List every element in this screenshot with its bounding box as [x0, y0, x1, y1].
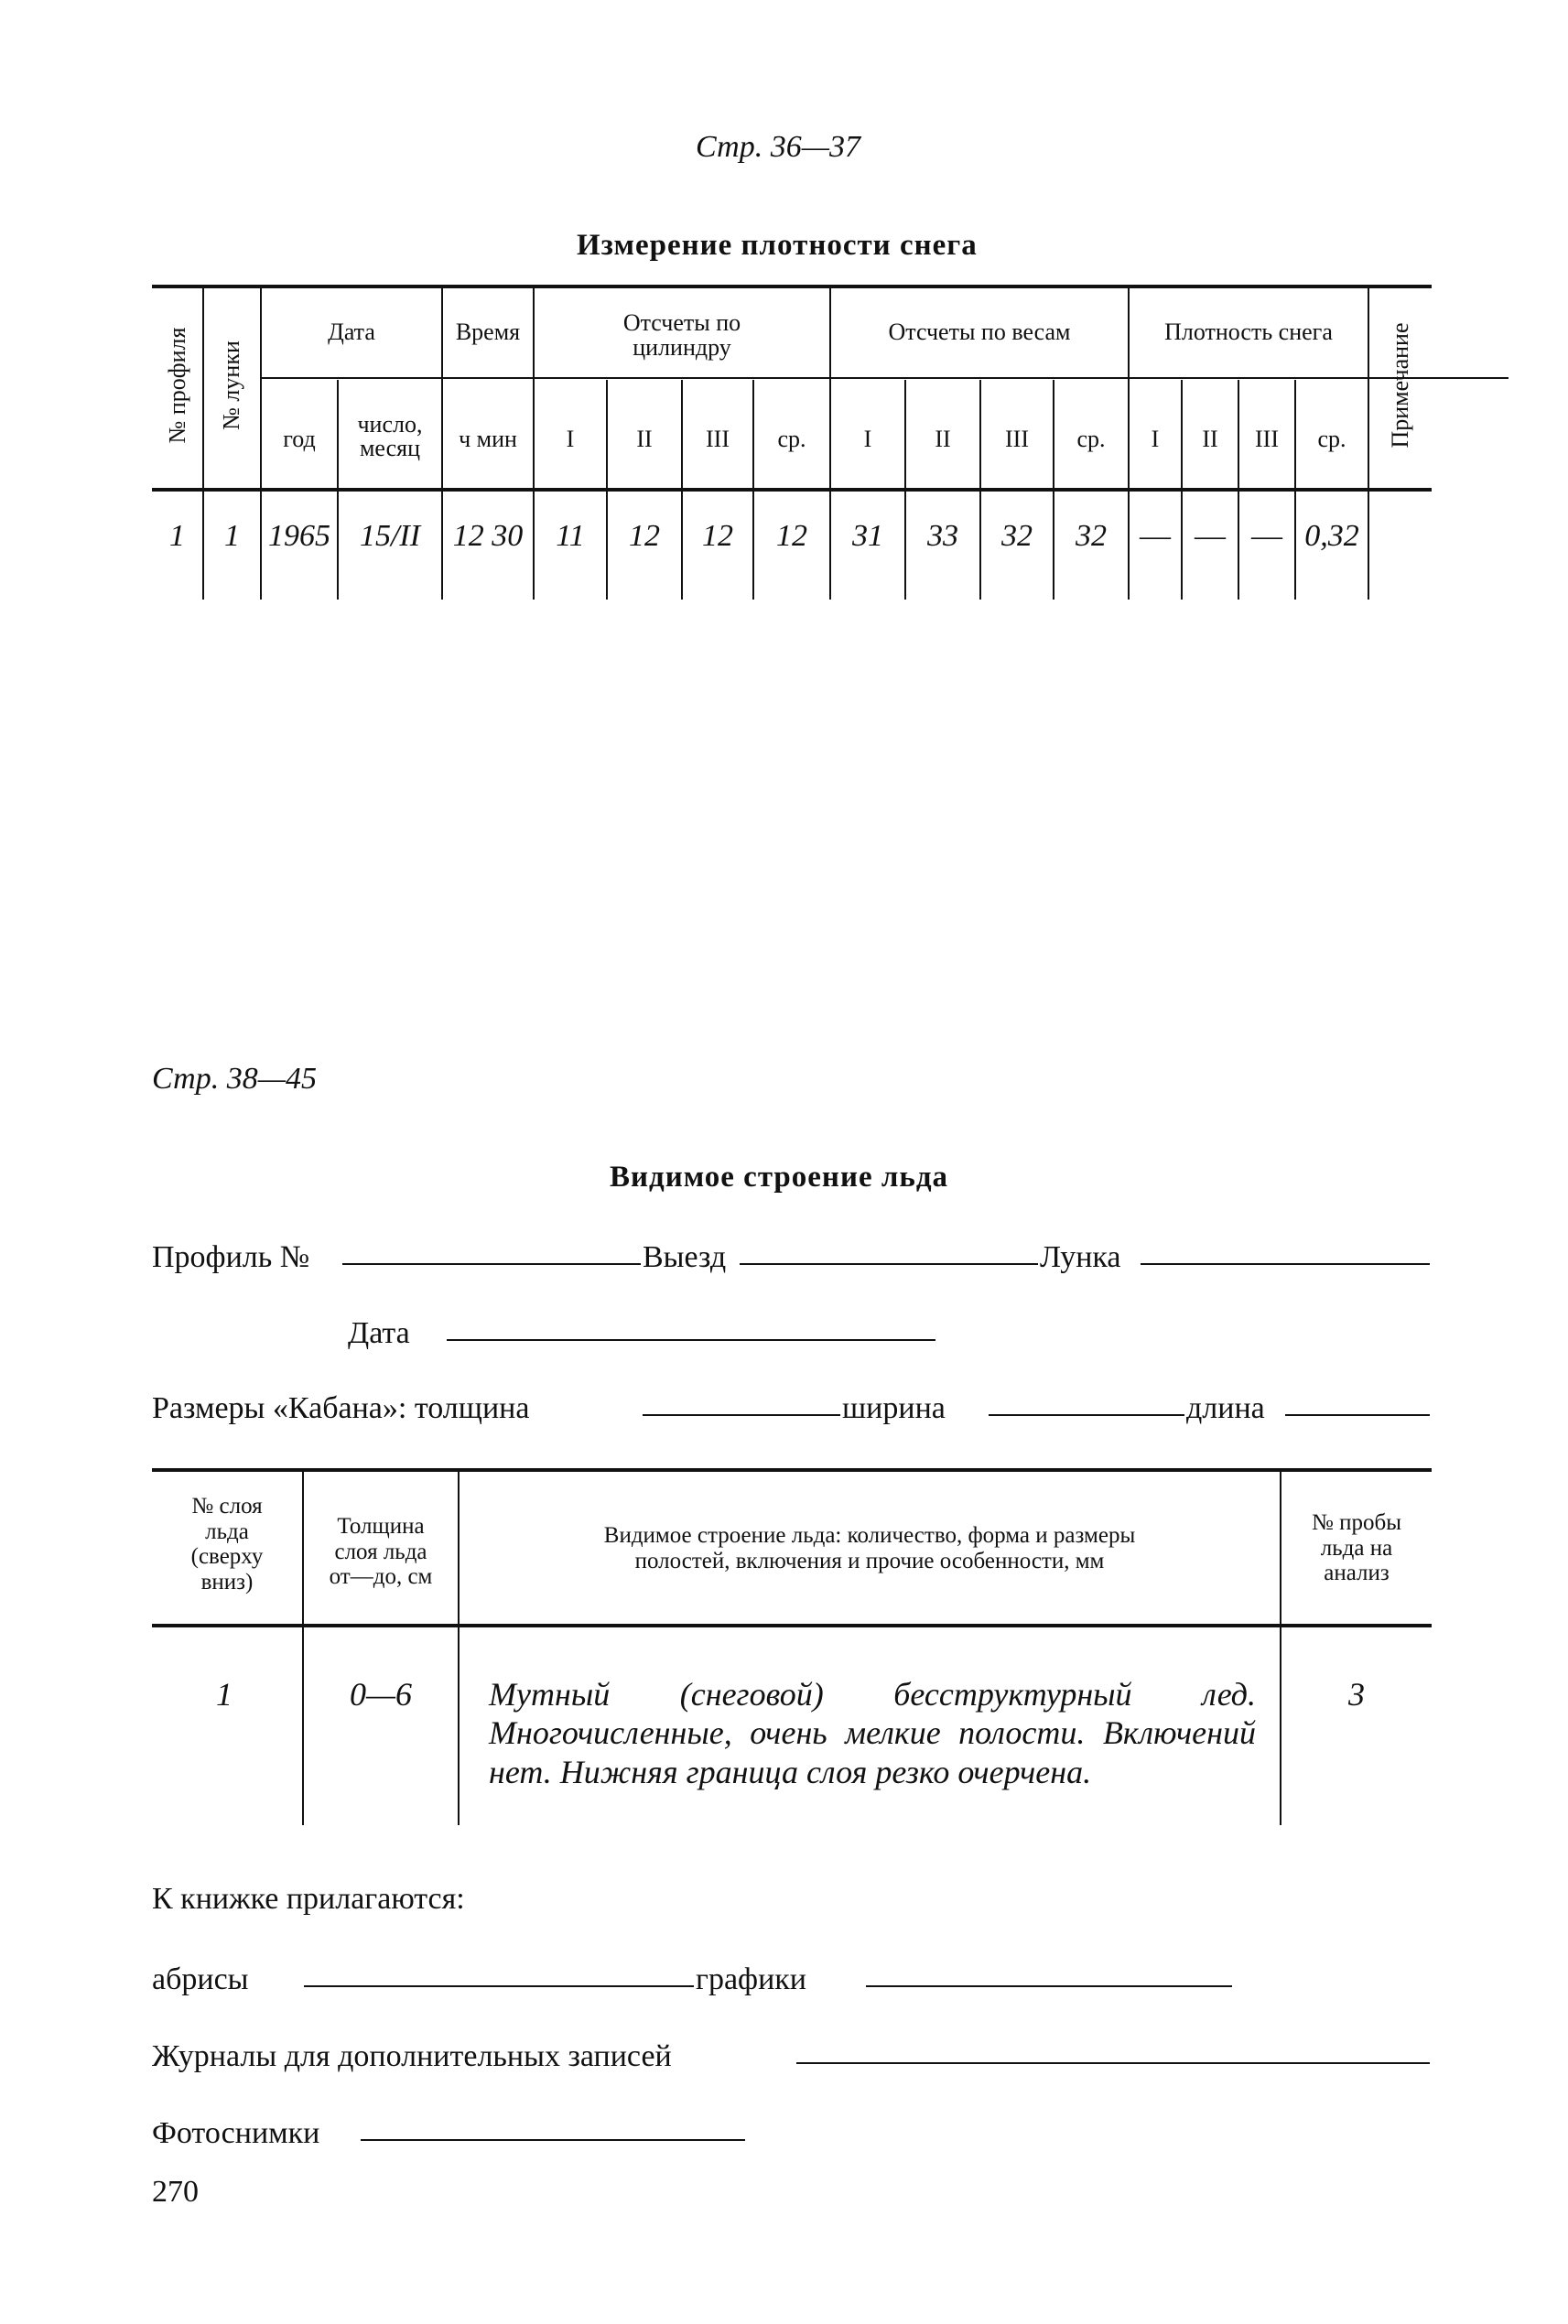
journals-label: Журналы для дополнительных записей [152, 2039, 672, 2073]
header-day-month: число, месяц [357, 411, 423, 461]
profile-label: Профиль № [152, 1240, 310, 1274]
header-cyl-3: III [706, 426, 730, 452]
cell-sc-1: 31 [852, 519, 883, 553]
width-field[interactable] [989, 1414, 1184, 1416]
header-note: Примечание [1387, 322, 1413, 449]
cell-sc-avg: 32 [1076, 519, 1107, 553]
header-den-3: III [1255, 426, 1279, 452]
photos-label: Фотоснимки [152, 2116, 320, 2150]
sizes-label: Размеры «Кабана»: толщина [152, 1391, 530, 1425]
profile-field[interactable] [342, 1263, 641, 1265]
graphs-field[interactable] [866, 1985, 1232, 1987]
header-cyl-1: I [566, 426, 575, 452]
header-thickness: Толщина слоя льда от—до, см [329, 1514, 433, 1589]
cell-cyl-1: 11 [556, 519, 585, 553]
cell-profile-no: 1 [169, 519, 185, 553]
header-time-sub: ч мин [459, 426, 517, 452]
cell-year: 1965 [268, 519, 330, 553]
journals-field[interactable] [796, 2062, 1430, 2064]
cell-cyl-3: 12 [702, 519, 733, 553]
header-time: Время [455, 319, 521, 345]
cell-den-1: — [1140, 519, 1171, 553]
cell-time: 12 30 [452, 519, 524, 553]
page-reference-2: Стр. 38—45 [152, 1062, 317, 1096]
header-sc-avg: ср. [1076, 426, 1106, 452]
header-sample-no: № пробы льда на анализ [1312, 1510, 1401, 1585]
length-field[interactable] [1285, 1414, 1430, 1416]
attachments-title: К книжке прилагаются: [152, 1882, 465, 1916]
trip-label: Выезд [643, 1240, 727, 1274]
cell-hole-no: 1 [224, 519, 240, 553]
page-reference: Стр. 36—37 [696, 130, 860, 164]
cell-day-month: 15/II [359, 519, 421, 553]
cell-sc-2: 33 [927, 519, 958, 553]
cell-thickness: 0—6 [349, 1676, 412, 1713]
header-scales: Отсчеты по весам [888, 319, 1071, 345]
hole-field[interactable] [1141, 1263, 1430, 1265]
header-den-avg: ср. [1317, 426, 1346, 452]
header-den-1: I [1151, 426, 1160, 452]
thickness-field[interactable] [643, 1414, 840, 1416]
graphs-label: графики [696, 1962, 806, 1996]
trip-field[interactable] [740, 1263, 1038, 1265]
cell-description: Мутный (снеговой) бесструктурный лед. Многочисленные, очень мелкие полости. Включений нет. Нижняя граница слоя резко очерчена. [489, 1676, 1256, 1790]
cell-den-avg: 0,32 [1304, 519, 1359, 553]
hole-label: Лунка [1040, 1240, 1121, 1274]
cell-cyl-avg: 12 [776, 519, 807, 553]
header-sc-1: I [863, 426, 872, 452]
date-label: Дата [348, 1316, 410, 1350]
length-label: длина [1186, 1391, 1265, 1425]
cell-cyl-2: 12 [629, 519, 660, 553]
header-cylinder: Отсчеты по цилиндру [622, 309, 741, 362]
page-number: 270 [152, 2175, 199, 2209]
cell-sc-3: 32 [1001, 519, 1033, 553]
header-layer-no: № слоя льда (сверху вниз) [190, 1494, 264, 1594]
header-hole-no: № лунки [218, 340, 244, 430]
header-sc-3: III [1005, 426, 1029, 452]
ice-structure-table [152, 1468, 1432, 1825]
header-profile-no: № профиля [164, 327, 190, 444]
cell-sample-no: 3 [1348, 1676, 1365, 1713]
cell-layer-no: 1 [216, 1676, 232, 1713]
header-density: Плотность снега [1164, 319, 1333, 345]
header-den-2: II [1202, 426, 1218, 452]
sketches-field[interactable] [304, 1985, 694, 1987]
sketches-label: абрисы [152, 1962, 249, 1996]
header-cyl-avg: ср. [777, 426, 806, 452]
width-label: ширина [842, 1391, 946, 1425]
date-field[interactable] [447, 1339, 935, 1341]
snow-table-title: Измерение плотности снега [577, 229, 978, 262]
header-structure: Видимое строение льда: количество, форма и размеры полостей, включения и прочие особенности, мм [603, 1523, 1136, 1573]
header-date: Дата [328, 319, 375, 345]
snow-density-table [152, 285, 1432, 600]
header-sc-2: II [935, 426, 951, 452]
header-cyl-2: II [636, 426, 653, 452]
photos-field[interactable] [361, 2139, 745, 2141]
cell-den-3: — [1251, 519, 1282, 553]
header-year: год [283, 426, 316, 452]
ice-structure-title: Видимое строение льда [610, 1161, 949, 1194]
cell-den-2: — [1195, 519, 1226, 553]
